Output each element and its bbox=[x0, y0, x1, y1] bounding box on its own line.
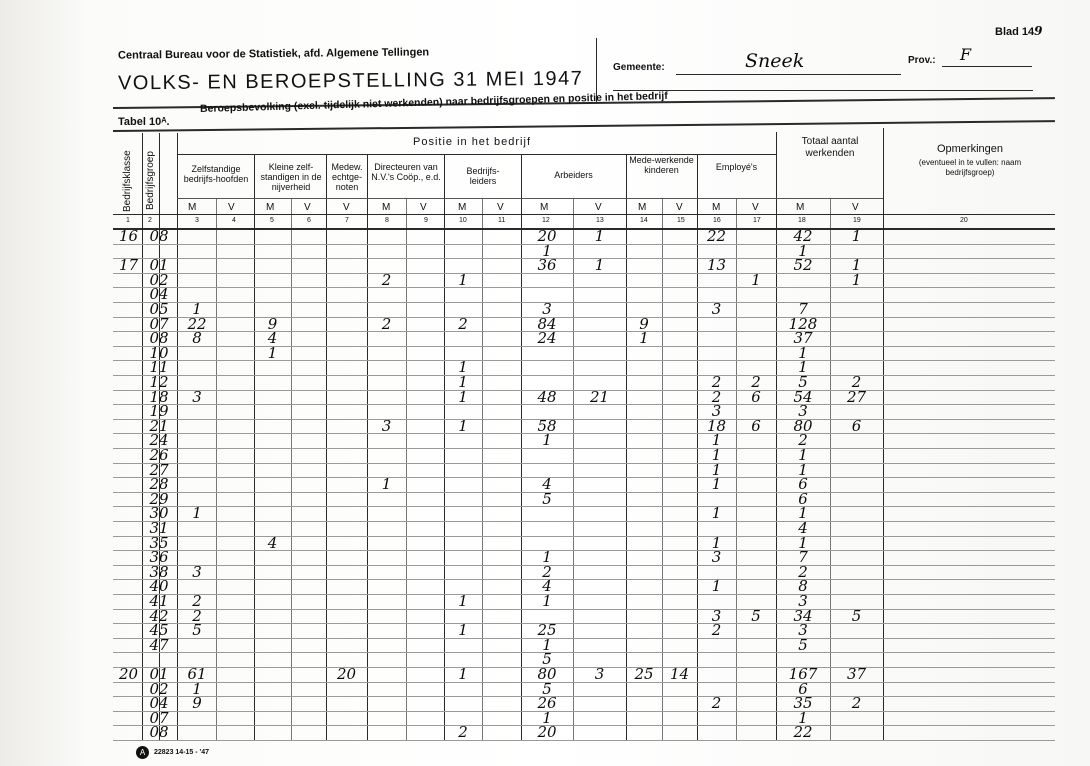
prov-label: Prov.: bbox=[908, 55, 936, 66]
data-cell: 1 bbox=[711, 577, 722, 596]
col-number: 15 bbox=[677, 217, 685, 224]
data-cell: 14 bbox=[669, 665, 690, 683]
mv-label: M bbox=[458, 202, 467, 213]
data-cell: 35 bbox=[793, 694, 813, 713]
data-cell: 20 bbox=[336, 665, 357, 683]
data-cell: 2 bbox=[458, 314, 468, 333]
col-number: 14 bbox=[640, 217, 648, 224]
row-divider bbox=[113, 463, 1055, 464]
mv-label: V bbox=[228, 202, 235, 213]
data-cell: 80 bbox=[793, 416, 813, 435]
col-employes: Employé's bbox=[715, 162, 758, 172]
row-divider bbox=[113, 696, 1055, 697]
col-bedrijfsgroep: Bedrijfsgroep bbox=[145, 151, 156, 210]
mv-label: V bbox=[676, 202, 683, 213]
data-cell: 42 bbox=[793, 227, 813, 245]
bedrijfsgroep-cell: 35 bbox=[149, 533, 169, 552]
data-cell: 1 bbox=[458, 665, 468, 683]
col-number: 1 bbox=[126, 217, 130, 224]
col-number: 18 bbox=[798, 217, 806, 224]
data-cell: 1 bbox=[192, 679, 202, 698]
bedrijfsgroep-cell: 21 bbox=[149, 416, 169, 435]
data-cell: 1 bbox=[711, 446, 722, 464]
data-cell: 8 bbox=[798, 577, 808, 596]
col-medewerkende: Mede-werkende kinderen bbox=[629, 155, 694, 175]
data-cell: 58 bbox=[537, 416, 557, 435]
data-cell: 3 bbox=[594, 665, 605, 683]
data-cell: 1 bbox=[798, 446, 808, 464]
data-cell: 1 bbox=[458, 621, 468, 640]
data-cell: 1 bbox=[458, 387, 468, 406]
mv-label: M bbox=[712, 202, 721, 213]
row-divider bbox=[113, 579, 1055, 580]
row-divider bbox=[113, 565, 1055, 566]
row-divider bbox=[113, 594, 1055, 595]
data-cell: 6 bbox=[798, 679, 808, 698]
bedrijfsgroep-cell: 05 bbox=[149, 300, 169, 318]
bedrijfsgroep-cell: 42 bbox=[149, 606, 169, 625]
blad-label: Blad bbox=[995, 26, 1019, 38]
data-cell: 9 bbox=[192, 694, 202, 713]
bedrijfsgroep-cell: 08 bbox=[149, 227, 169, 245]
col-medew: Medew. echtge-noten bbox=[331, 162, 363, 192]
data-cell: 21 bbox=[589, 387, 610, 406]
mv-label: V bbox=[595, 202, 602, 213]
mv-label: M bbox=[638, 202, 647, 213]
data-cell: 52 bbox=[793, 256, 813, 275]
bedrijfsgroep-cell: 45 bbox=[149, 621, 169, 640]
data-cell: 6 bbox=[851, 416, 862, 435]
bedrijfsgroep-cell: 04 bbox=[149, 694, 169, 713]
row-divider bbox=[113, 287, 1055, 288]
bedrijfsgroep-cell: 24 bbox=[149, 431, 169, 450]
data-cell: 1 bbox=[798, 533, 808, 552]
col-number: 20 bbox=[960, 217, 968, 224]
col-number: 7 bbox=[345, 217, 349, 224]
blad-suffix: 9 bbox=[1034, 24, 1043, 38]
bedrijfsgroep-cell: 04 bbox=[149, 285, 169, 304]
col-number: 8 bbox=[385, 217, 389, 224]
data-cell: 18 bbox=[706, 416, 727, 435]
data-cell: 48 bbox=[537, 387, 557, 406]
col-number: 19 bbox=[853, 217, 861, 224]
row-divider bbox=[113, 521, 1055, 522]
row-divider bbox=[113, 652, 1055, 653]
data-cell: 2 bbox=[711, 373, 722, 391]
data-cell: 1 bbox=[798, 241, 808, 260]
prov-value: F bbox=[960, 45, 972, 64]
table-title: Beroepsbevolking (excl. tijdelijk niet werkenden) naar bedrijfsgroepen en positie in het bedrijf bbox=[199, 89, 668, 115]
bedrijfsklasse-cell: 16 bbox=[118, 227, 139, 245]
col-number: 13 bbox=[596, 217, 604, 224]
data-cell: 5 bbox=[798, 373, 808, 391]
row-divider bbox=[113, 506, 1055, 507]
data-cell: 1 bbox=[798, 708, 808, 727]
row-divider bbox=[113, 302, 1055, 303]
data-cell: 167 bbox=[788, 665, 818, 683]
data-cell: 1 bbox=[798, 358, 808, 377]
col-number: 16 bbox=[713, 217, 721, 224]
col-positie: Positie in het bedrijf bbox=[413, 136, 531, 148]
data-cell: 1 bbox=[458, 373, 468, 391]
data-cell: 2 bbox=[798, 562, 808, 581]
col-number: 10 bbox=[459, 217, 467, 224]
data-cell: 4 bbox=[267, 533, 278, 552]
col-opmerkingen: Opmerkingen bbox=[936, 143, 1004, 155]
data-cell: 3 bbox=[711, 548, 722, 567]
mv-label: M bbox=[540, 202, 549, 213]
col-number: 4 bbox=[232, 217, 236, 224]
bedrijfsklasse-cell: 20 bbox=[118, 665, 139, 683]
data-cell: 4 bbox=[267, 329, 278, 348]
col-totaal: Totaal aantal werkenden bbox=[801, 136, 859, 159]
data-cell: 1 bbox=[542, 431, 552, 450]
mv-label: M bbox=[188, 202, 197, 213]
data-cell: 2 bbox=[851, 373, 862, 391]
data-cell: 4 bbox=[798, 519, 808, 537]
data-cell: 1 bbox=[711, 504, 722, 523]
data-cell: 5 bbox=[542, 679, 552, 698]
data-cell: 3 bbox=[192, 387, 202, 406]
data-cell: 6 bbox=[751, 387, 761, 406]
bedrijfsgroep-cell: 31 bbox=[149, 519, 169, 537]
mv-label: V bbox=[752, 202, 759, 213]
mv-label: V bbox=[497, 202, 504, 213]
data-cell: 1 bbox=[192, 504, 202, 523]
data-cell: 2 bbox=[381, 270, 392, 289]
data-cell: 1 bbox=[542, 635, 552, 654]
bedrijfsgroep-cell: 01 bbox=[149, 665, 169, 683]
data-cell: 2 bbox=[711, 387, 722, 406]
data-cell: 1 bbox=[711, 460, 722, 479]
col-number: 17 bbox=[753, 217, 761, 224]
bedrijfsgroep-cell: 28 bbox=[149, 475, 169, 494]
data-cell: 9 bbox=[267, 314, 278, 333]
mv-label: V bbox=[304, 202, 311, 213]
data-cell: 1 bbox=[639, 329, 649, 348]
data-cell: 1 bbox=[267, 343, 278, 362]
row-divider bbox=[113, 433, 1055, 434]
data-cell: 2 bbox=[711, 694, 722, 713]
col-number: 9 bbox=[424, 217, 428, 224]
col-zelfstandige: Zelfstandige bedrijfs-hoofden bbox=[183, 164, 249, 184]
data-cell: 1 bbox=[711, 533, 722, 552]
data-cell: 3 bbox=[711, 402, 722, 421]
data-cell: 84 bbox=[537, 314, 557, 333]
row-divider bbox=[113, 623, 1055, 624]
col-directeuren: Directeuren van N.V.'s Coöp., e.d. bbox=[371, 162, 441, 182]
mv-label: V bbox=[343, 202, 350, 213]
col-number: 3 bbox=[195, 217, 199, 224]
data-cell: 3 bbox=[711, 300, 722, 318]
col-bedrijfsleiders: Bedrijfs-leiders bbox=[466, 166, 500, 186]
data-cell: 1 bbox=[751, 270, 761, 289]
bedrijfsgroep-cell: 01 bbox=[149, 256, 169, 275]
bedrijfsgroep-cell: 27 bbox=[149, 460, 169, 479]
row-divider bbox=[113, 609, 1055, 610]
data-cell: 3 bbox=[542, 300, 552, 318]
data-cell: 6 bbox=[798, 489, 808, 508]
data-cell: 1 bbox=[542, 592, 552, 610]
data-cell: 2 bbox=[851, 694, 862, 713]
data-cell: 5 bbox=[542, 489, 552, 508]
data-cell: 25 bbox=[537, 621, 557, 640]
data-cell: 1 bbox=[542, 241, 552, 260]
data-cell: 4 bbox=[542, 577, 552, 596]
data-cell: 37 bbox=[846, 665, 867, 683]
data-cell: 25 bbox=[634, 665, 654, 683]
row-divider bbox=[113, 740, 1055, 741]
mv-label: V bbox=[852, 202, 859, 213]
data-cell: 22 bbox=[793, 723, 813, 742]
bureau-name: Centraal Bureau voor de Statistiek, afd. Algemene Tellingen bbox=[117, 46, 430, 62]
mv-label: M bbox=[796, 202, 805, 213]
bedrijfsgroep-cell: 10 bbox=[149, 343, 169, 362]
bedrijfsgroep-cell: 12 bbox=[149, 373, 169, 391]
data-cell: 1 bbox=[381, 475, 392, 494]
data-cell: 1 bbox=[458, 358, 468, 377]
bedrijfsgroep-cell: 36 bbox=[149, 548, 169, 567]
printer-logo-icon: A bbox=[136, 746, 149, 759]
col-number: 12 bbox=[542, 217, 550, 224]
data-cell: 20 bbox=[537, 723, 557, 742]
data-cell: 8 bbox=[192, 329, 202, 348]
bedrijfsgroep-cell: 02 bbox=[149, 679, 169, 698]
data-cell: 1 bbox=[798, 343, 808, 362]
row-divider bbox=[113, 375, 1055, 376]
bedrijfsgroep-cell: 41 bbox=[149, 592, 169, 610]
data-cell: 37 bbox=[793, 329, 813, 348]
mv-label: M bbox=[266, 202, 275, 213]
gemeente-label: Gemeente: bbox=[613, 62, 665, 73]
data-cell: 22 bbox=[187, 314, 207, 333]
bedrijfsgroep-cell: 11 bbox=[149, 358, 169, 377]
bedrijfsklasse-cell: 17 bbox=[118, 256, 139, 275]
data-cell: 54 bbox=[793, 387, 813, 406]
data-cell: 1 bbox=[798, 460, 808, 479]
data-cell: 7 bbox=[798, 300, 808, 318]
bedrijfsgroep-cell: 07 bbox=[149, 708, 169, 727]
data-cell: 1 bbox=[711, 431, 722, 450]
bedrijfsgroep-cell: 18 bbox=[149, 387, 169, 406]
data-cell: 1 bbox=[594, 256, 605, 275]
bedrijfsgroep-cell: 19 bbox=[149, 402, 169, 421]
data-cell: 1 bbox=[458, 592, 468, 610]
row-divider bbox=[113, 638, 1055, 639]
gemeente-value: Sneek bbox=[745, 50, 805, 72]
data-cell: 2 bbox=[192, 606, 202, 625]
data-cell: 3 bbox=[381, 416, 392, 435]
data-cell: 26 bbox=[537, 694, 557, 713]
data-cell: 4 bbox=[542, 475, 552, 494]
data-cell: 1 bbox=[542, 708, 552, 727]
data-cell: 80 bbox=[537, 665, 557, 683]
data-cell: 2 bbox=[458, 723, 468, 742]
data-cell: 27 bbox=[846, 387, 867, 406]
data-cell: 1 bbox=[711, 475, 722, 494]
sheet-number bbox=[995, 24, 1043, 38]
data-cell: 3 bbox=[798, 402, 808, 421]
row-divider bbox=[113, 477, 1055, 478]
data-cell: 9 bbox=[639, 314, 649, 333]
data-cell: 3 bbox=[711, 606, 722, 625]
data-cell: 22 bbox=[706, 227, 727, 245]
data-cell: 5 bbox=[542, 650, 552, 669]
data-cell: 5 bbox=[798, 635, 808, 654]
bedrijfsgroep-cell: 08 bbox=[149, 723, 169, 742]
print-code: 22823 14-15 - '47 bbox=[154, 749, 209, 756]
col-number: 2 bbox=[148, 217, 152, 224]
data-cell: 1 bbox=[594, 227, 605, 245]
row-divider bbox=[113, 725, 1055, 726]
data-cell: 61 bbox=[187, 665, 207, 683]
data-cell: 7 bbox=[798, 548, 808, 567]
data-cell: 36 bbox=[537, 256, 557, 275]
mv-label: V bbox=[420, 202, 427, 213]
bedrijfsgroep-cell: 02 bbox=[149, 270, 169, 289]
data-cell: 2 bbox=[542, 562, 552, 581]
row-divider bbox=[113, 448, 1055, 449]
row-divider bbox=[113, 419, 1055, 420]
col-number: 11 bbox=[498, 217, 506, 224]
data-cell: 128 bbox=[788, 314, 818, 333]
data-cell: 1 bbox=[851, 270, 862, 289]
data-cell: 5 bbox=[751, 606, 761, 625]
bedrijfsgroep-cell: 38 bbox=[149, 562, 169, 581]
data-cell: 1 bbox=[851, 227, 862, 245]
bedrijfsgroep-cell: 47 bbox=[149, 635, 169, 654]
data-cell: 1 bbox=[192, 300, 202, 318]
col-arbeiders: Arbeiders bbox=[554, 170, 593, 180]
col-kleine: Kleine zelf-standigen in de nijverheid bbox=[260, 162, 322, 192]
row-divider bbox=[113, 492, 1055, 493]
data-cell: 1 bbox=[851, 256, 862, 275]
data-cell: 5 bbox=[192, 621, 202, 640]
row-divider bbox=[113, 711, 1055, 712]
data-cell: 1 bbox=[542, 548, 552, 567]
data-cell: 2 bbox=[711, 621, 722, 640]
col-number: 5 bbox=[270, 217, 274, 224]
table-number: Tabel 10ᴬ. bbox=[118, 116, 170, 128]
data-cell: 1 bbox=[458, 416, 468, 435]
data-cell: 1 bbox=[798, 504, 808, 523]
bedrijfsgroep-cell: 07 bbox=[149, 314, 169, 333]
data-cell: 2 bbox=[798, 431, 808, 450]
data-cell: 2 bbox=[381, 314, 392, 333]
data-cell: 3 bbox=[192, 562, 202, 581]
data-cell: 5 bbox=[851, 606, 862, 625]
col-number: 6 bbox=[307, 217, 311, 224]
data-cell: 2 bbox=[751, 373, 761, 391]
bedrijfsgroep-cell: 40 bbox=[149, 577, 169, 596]
form-title: VOLKS- EN BEROEPSTELLING 31 MEI 1947 bbox=[117, 67, 584, 95]
blad-number: 14 bbox=[1021, 26, 1035, 38]
col-opmerkingen-sub: (eventueel in te vullen: naam bedrijfsgroep) bbox=[918, 158, 1022, 177]
data-cell: 3 bbox=[798, 592, 808, 610]
data-cell: 24 bbox=[537, 329, 557, 348]
data-cell: 3 bbox=[798, 621, 808, 640]
data-cell: 13 bbox=[706, 256, 727, 275]
data-cell: 6 bbox=[751, 416, 761, 435]
mv-label: M bbox=[382, 202, 391, 213]
data-cell: 1 bbox=[458, 270, 468, 289]
col-bedrijfsklasse: Bedrijfsklasse bbox=[122, 150, 133, 212]
data-cell: 6 bbox=[798, 475, 808, 494]
bedrijfsgroep-cell: 30 bbox=[149, 504, 169, 523]
bedrijfsgroep-cell: 08 bbox=[149, 329, 169, 348]
bedrijfsgroep-cell: 26 bbox=[149, 446, 169, 464]
data-cell: 34 bbox=[793, 606, 813, 625]
bedrijfsgroep-cell: 29 bbox=[149, 489, 169, 508]
data-cell: 20 bbox=[537, 227, 557, 245]
data-cell: 2 bbox=[192, 592, 202, 610]
